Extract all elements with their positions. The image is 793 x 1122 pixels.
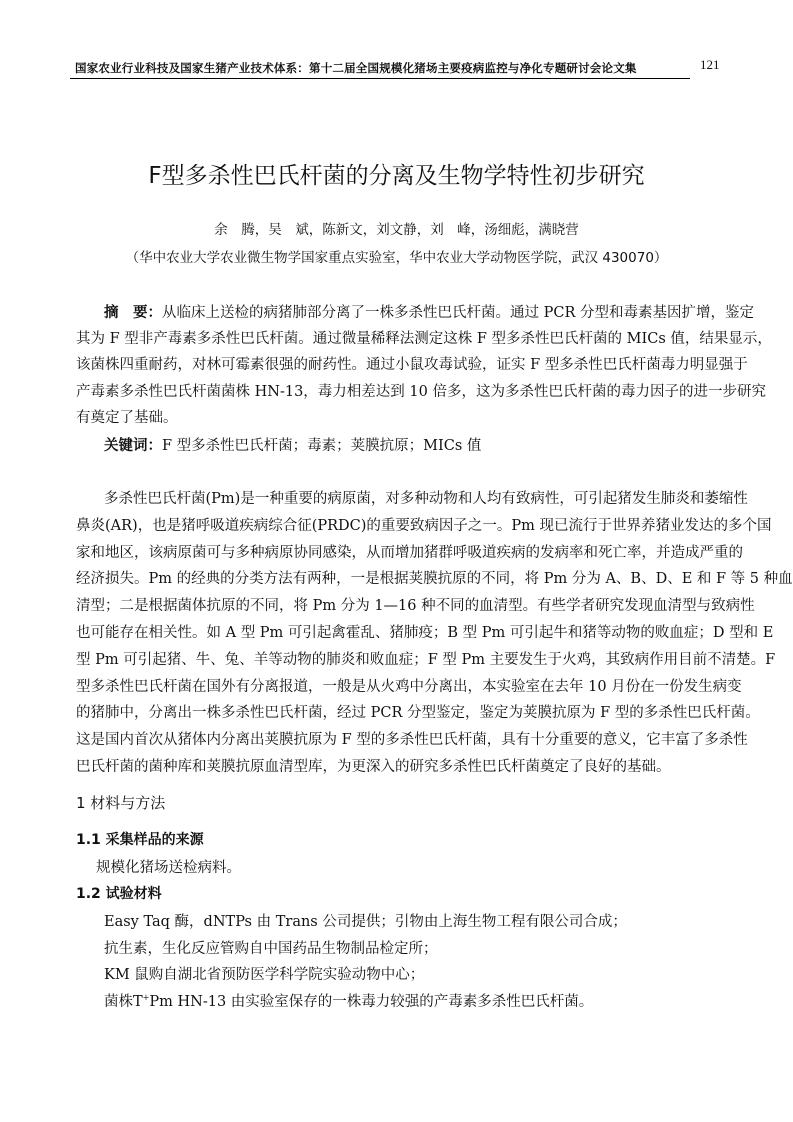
authors: 余 腾，吴 斌，陈新文，刘文静，刘 峰，汤细彪，满晓营 [214, 222, 579, 238]
body-line: 多杀性巴氏杆菌(Pm)是一种重要的病原菌，对多种动物和人均有致病性，可引起猪发生肺炎和萎缩性 [104, 491, 748, 507]
material-line: Easy Taq 酶，dNTPs 由 Trans 公司提供；引物由上海生物工程有限公司合成； [104, 914, 627, 930]
subsection-heading: 1.2 试验材料 [76, 886, 162, 902]
body-line: 清型；二是根据菌体抗原的不同，将 Pm 分为 1—16 种不同的血清型。有些学者研究发现血清型与致病性 [76, 598, 755, 615]
abstract-line: 其为 F 型非产毒素多杀性巴氏杆菌。通过微量稀释法测定这株 F 型多杀性巴氏杆菌的 MICs 值，结果显示， [76, 331, 772, 347]
material-line: KM 鼠购自湖北省预防医学科学院实验动物中心； [104, 967, 425, 983]
header-rule [70, 78, 690, 79]
body-line: 的猪肺中，分离出一株多杀性巴氏杆菌，经过 PCR 分型鉴定，鉴定为荚膜抗原为 F 型的多杀性巴氏杆菌。 [76, 705, 760, 722]
body-line: 鼻炎(AR)，也是猪呼吸道疾病综合征(PRDC)的重要致病因子之一。Pm 现已流行于世界养猪业发达的多个国 [76, 517, 772, 534]
body-line: 巴氏杆菌的菌种库和荚膜抗原血清型库，为更深入的研究多杀性巴氏杆菌奠定了良好的基础。 [76, 759, 671, 775]
section-heading: 1 材料与方法 [76, 794, 166, 812]
body-line: 这是国内首次从猪体内分离出荚膜抗原为 F 型的多杀性巴氏杆菌，具有十分重要的意义，它丰富了多杀性 [76, 732, 748, 749]
body-line: 家和地区，该病原菌可与多种病原协同感染，从而增加猪群呼吸道疾病的发病率和死亡率，并造成严重的 [76, 544, 743, 561]
page-number: 121 [700, 57, 720, 72]
body-line: 型多杀性巴氏杆菌在国外有分离报道，一般是从火鸡中分离出，本实验室在去年 10 月份在一份发生病变 [76, 678, 742, 695]
abstract-line: 摘 要：从临床上送检的病猪肺部分离了一株多杀性巴氏杆菌。通过 PCR 分型和毒素基因扩增，鉴定 [104, 305, 754, 321]
abstract-line: 产毒素多杀性巴氏杆菌菌株 HN-13，毒力相差达到 10 倍多，这为多杀性巴氏杆菌的毒力因子的进一步研究 [76, 384, 766, 400]
affiliation: （华中农业大学农业微生物学国家重点实验室，华中农业大学动物医学院，武汉 430070） [125, 250, 668, 266]
subsection-heading: 1.1 采集样品的来源 [76, 832, 204, 848]
body-line: 经济损失。Pm 的经典的分类方法有两种，一是根据荚膜抗原的不同，将 Pm 分为 A、B、D、E 和 F 等 5 种血 [76, 571, 793, 588]
body-line: 型 Pm 可引起猪、牛、兔、羊等动物的肺炎和败血症；F 型 Pm 主要发生于火鸡，其致病作用目前不清楚。F [76, 651, 776, 668]
paragraph: 规模化猪场送检病料。 [96, 860, 241, 876]
keywords-label: 关键词： [104, 438, 162, 454]
material-line: 抗生素，生化反应管购自中国药品生物制品检定所； [104, 941, 438, 957]
paper-title: F型多杀性巴氏杆菌的分离及生物学特性初步研究 [148, 163, 645, 189]
abstract-line: 有奠定了基础。 [76, 410, 178, 426]
body-line: 也可能存在相关性。如 A 型 Pm 可引起禽霍乱、猪肺疫；B 型 Pm 可引起牛和猪等动物的败血症；D 型和 E [76, 625, 774, 641]
keywords: 关键词：F 型多杀性巴氏杆菌；毒素；荚膜抗原；MICs 值 [104, 438, 482, 454]
abstract-label: 摘 要： [104, 305, 162, 321]
material-line: 菌株T+Pm HN-13 由实验室保存的一株毒力较强的产毒素多杀性巴氏杆菌。 [104, 993, 594, 1010]
running-header: 国家农业行业科技及国家生猪产业技术体系：第十二届全国规模化猪场主要疫病监控与净化专题研讨会论文集 [75, 61, 637, 75]
abstract-line: 该菌株四重耐药，对林可霉素很强的耐药性。通过小鼠攻毒试验，证实 F 型多杀性巴氏杆菌毒力明显强于 [76, 357, 748, 373]
